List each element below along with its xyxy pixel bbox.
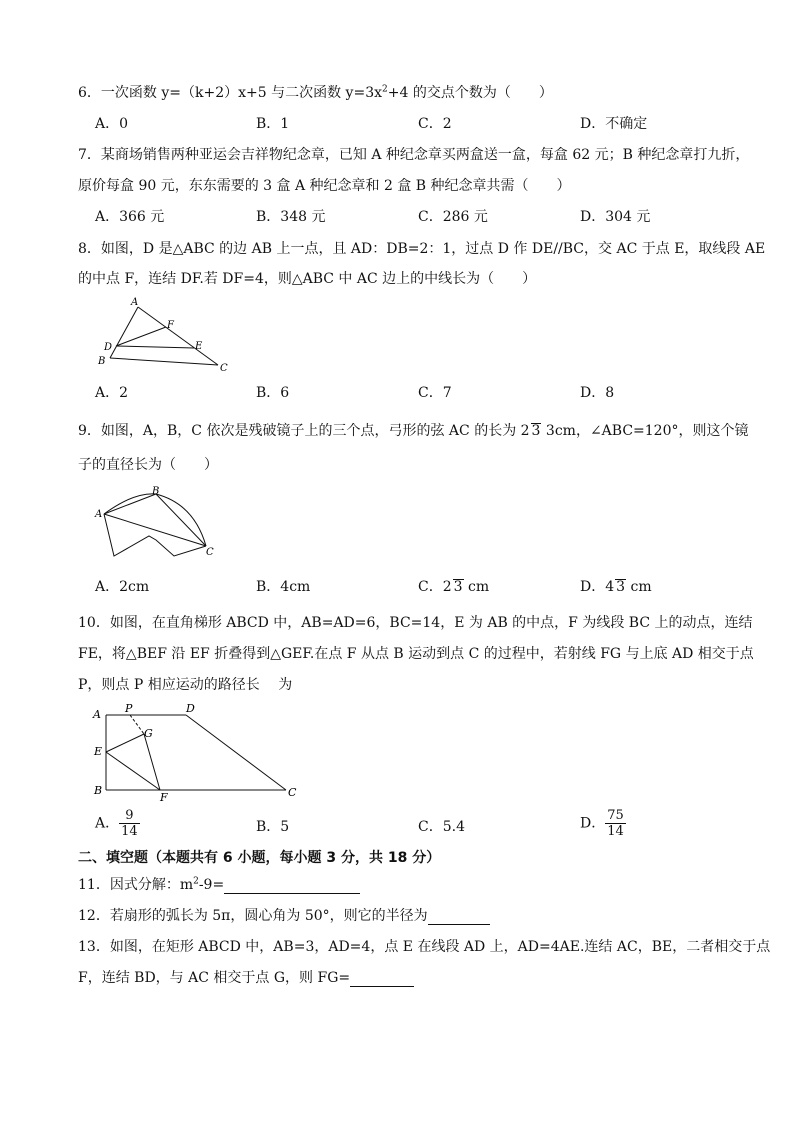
q9-option-b: B．4cm — [256, 579, 311, 595]
q10-label-e: E — [94, 745, 103, 758]
q10-option-c: C．5.4 — [418, 819, 465, 835]
q8-label-f: F — [167, 320, 174, 331]
q7-stem-line2: 原价每盒 90 元，东东需要的 3 盒 A 种纪念章和 2 盒 B 种纪念章共需（ ） — [78, 178, 571, 194]
q12-answer-blank[interactable] — [428, 910, 490, 925]
q10-label-a: A — [93, 708, 101, 721]
q8-option-d: D．8 — [580, 385, 615, 401]
q10-label-d: D — [186, 702, 195, 715]
q7-option-a: A．366 元 — [95, 209, 165, 225]
q9-mirror-figure — [94, 484, 224, 564]
q6-option-c: C．2 — [418, 116, 452, 132]
q13-stem-line2: F，连结 BD，与 AC 相交于点 G，则 FG= — [78, 969, 414, 987]
q8-label-b: B — [98, 356, 106, 367]
q9-option-a: A．2cm — [95, 579, 150, 595]
q12-stem: 12．若扇形的弧长为 5π，圆心角为 50°，则它的半径为 — [78, 907, 490, 925]
q8-label-c: C — [220, 363, 228, 374]
q8-triangle-figure — [96, 294, 246, 378]
q9-option-d: D．4 3 cm — [580, 579, 652, 595]
q9-option-c: C．2 3 cm — [418, 579, 490, 595]
q10-label-f: F — [160, 791, 168, 804]
q13-answer-blank[interactable] — [350, 972, 414, 987]
q11-answer-blank[interactable] — [224, 879, 360, 894]
q9-label-c: C — [206, 547, 214, 558]
q6-option-a: A．0 — [95, 116, 129, 132]
q10-option-a: A． $\frac{9}{14}$ — [95, 808, 138, 839]
q8-option-c: C．7 — [418, 385, 452, 401]
q11-stem: 11．因式分解：$m^2-9=$ — [78, 876, 360, 894]
q8-option-b: B．6 — [256, 385, 290, 401]
q9-stem-line2: 子的直径长为（ ） — [78, 457, 218, 473]
q7-option-c: C．286 元 — [418, 209, 488, 225]
section-2-heading: 二、填空题（本题共有 6 小题，每小题 3 分，共 18 分） — [78, 850, 441, 866]
q10-stem-line3: P，则点 P 相应运动的路径长 为 — [78, 677, 293, 693]
q9-label-a: A — [95, 509, 103, 520]
q8-option-a: A．2 — [95, 385, 129, 401]
q13-stem-line1: 13．如图，在矩形 ABCD 中，AB=3，AD=4，点 E 在线段 AD 上，AD=4AE.连结 AC，BE，二者相交于点 — [78, 939, 771, 955]
q10-label-c: C — [288, 786, 297, 799]
q7-option-b: B．348 元 — [256, 209, 326, 225]
q10-trapezoid-figure — [90, 700, 305, 804]
q10-option-a-fraction: $\frac{9}{14}$ — [121, 808, 138, 839]
q8-label-d: D — [104, 342, 113, 353]
q9-label-b: B — [152, 486, 160, 497]
q10-option-b: B．5 — [256, 819, 290, 835]
q10-label-g: G — [144, 727, 153, 740]
q9-stem-line1: 9．如图，A，B，C 依次是残破镜子上的三个点，弓形的弦 AC 的长为 2 3 3cm，∠ABC=120°，则这个镜 — [78, 423, 749, 439]
q8-stem-line1: 8．如图，D 是△ABC 的边 AB 上一点，且 AD：DB=2：1，过点 D 作 DE//BC，交 AC 于点 E，取线段 AE — [78, 241, 766, 257]
q10-label-p: P — [125, 702, 133, 715]
q6-stem: 6．一次函数 y=（k+2）x+5 与二次函数 $y=3x^2+4$ 的交点个数为（ ） — [78, 84, 553, 101]
q8-label-a: A — [131, 297, 139, 308]
q6-option-d: D．不确定 — [580, 116, 648, 132]
q10-stem-line2: FE，将△BEF 沿 EF 折叠得到△GEF.在点 F 从点 B 运动到点 C 的过程中，若射线 FG 与上底 AD 相交于点 — [78, 646, 754, 662]
q8-label-e: E — [195, 341, 203, 352]
q6-option-b: B．1 — [256, 116, 290, 132]
q7-option-d: D．304 元 — [580, 209, 651, 225]
q8-stem-line2: 的中点 F，连结 DF.若 DF=4，则△ABC 中 AC 边上的中线长为（ ） — [78, 271, 537, 287]
q10-stem-line1: 10．如图，在直角梯形 ABCD 中，AB=AD=6，BC=14，E 为 AB 的中点，F 为线段 BC 上的动点，连结 — [78, 615, 753, 631]
q10-option-d-fraction: $\frac{75}{14}$ — [607, 808, 624, 839]
q10-label-b: B — [94, 784, 103, 797]
q10-option-d: D． $\frac{75}{14}$ — [580, 808, 624, 839]
q7-stem-line1: 7．某商场销售两种亚运会吉祥物纪念章，已知 A 种纪念章买两盒送一盒，每盒 62 元；B 种纪念章打九折， — [78, 147, 750, 163]
